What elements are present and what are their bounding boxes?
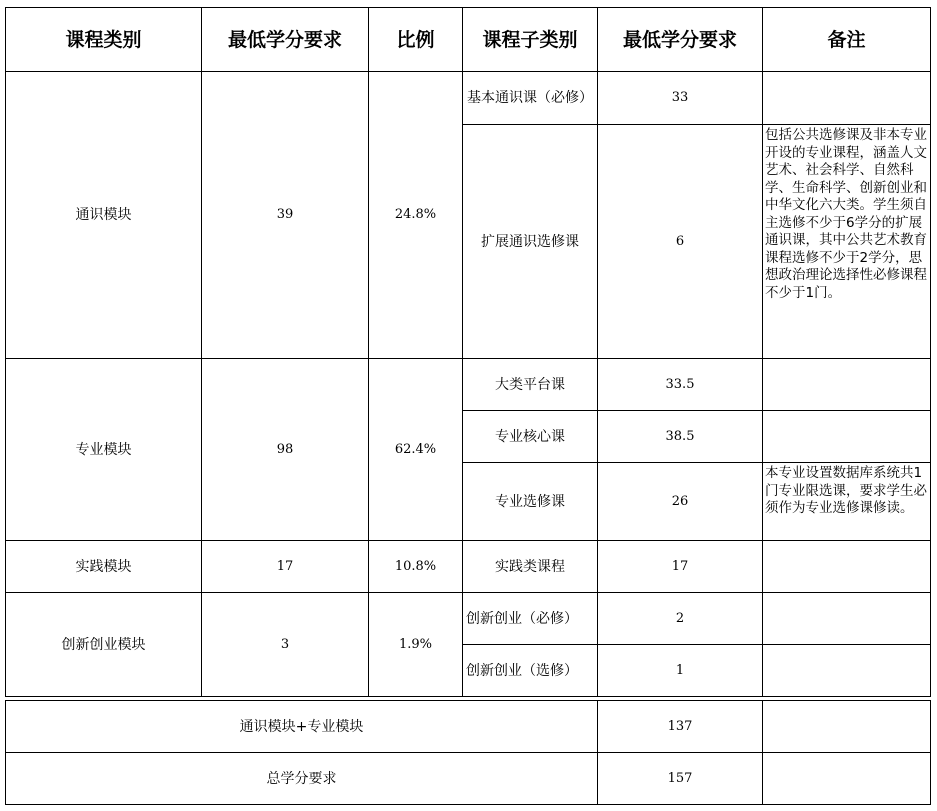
module-credits: 17 (202, 541, 369, 593)
module-name: 专业模块 (6, 359, 202, 541)
sub-category-credits: 17 (598, 541, 763, 593)
sub-category-name: 专业选修课 (463, 463, 598, 541)
sub-category-credits: 2 (598, 593, 763, 645)
table-row (6, 72, 931, 125)
module-credits: 98 (202, 359, 369, 541)
credit-summary-table (5, 700, 931, 805)
header-sub-category: 课程子类别 (463, 8, 598, 72)
sub-category-name: 实践类课程 (463, 541, 598, 593)
sub-category-name: 创新创业（选修） (463, 645, 598, 697)
module-name: 实践模块 (6, 541, 202, 593)
module-ratio: 1.9% (369, 593, 463, 697)
header-notes: 备注 (763, 8, 931, 72)
sub-category-name: 扩展通识选修课 (463, 125, 598, 359)
summary-label: 通识模块+专业模块 (6, 701, 598, 753)
module-credits: 39 (202, 72, 369, 359)
summary-label: 总学分要求 (6, 753, 598, 805)
sub-category-credits: 33.5 (598, 359, 763, 411)
sub-category-credits: 6 (598, 125, 763, 359)
sub-category-note (763, 645, 931, 697)
table-row (6, 701, 931, 753)
header-ratio: 比例 (369, 8, 463, 72)
summary-note (763, 701, 931, 753)
module-ratio: 10.8% (369, 541, 463, 593)
table-row (6, 753, 931, 805)
sub-category-credits: 33 (598, 72, 763, 125)
sub-category-note (763, 72, 931, 125)
sub-category-name: 创新创业（必修） (463, 593, 598, 645)
module-ratio: 24.8% (369, 72, 463, 359)
module-credits: 3 (202, 593, 369, 697)
header-row (6, 8, 931, 72)
sub-category-credits: 38.5 (598, 411, 763, 463)
module-name: 通识模块 (6, 72, 202, 359)
sub-category-note (763, 359, 931, 411)
table-row (6, 359, 931, 411)
table-row (6, 593, 931, 645)
summary-credits: 137 (598, 701, 763, 753)
summary-credits: 157 (598, 753, 763, 805)
summary-note (763, 753, 931, 805)
sub-category-note: 包括公共选修课及非本专业开设的专业课程，涵盖人文艺术、社会科学、自然科学、生命科学、创新创业和中华文化六大类。学生须自主选修不少于6学分的扩展通识课，其中公共艺术教育课程选修不少于2学分，思想政治理论选择性必修课程不少于1门。 (763, 125, 931, 359)
sub-category-credits: 1 (598, 645, 763, 697)
sub-category-name: 专业核心课 (463, 411, 598, 463)
module-name: 创新创业模块 (6, 593, 202, 697)
credit-requirements-table (5, 7, 931, 697)
sub-category-note (763, 541, 931, 593)
sub-category-name: 基本通识课（必修） (463, 72, 598, 125)
sub-category-note (763, 593, 931, 645)
header-course-category: 课程类别 (6, 8, 202, 72)
sub-category-note (763, 411, 931, 463)
sub-category-name: 大类平台课 (463, 359, 598, 411)
header-sub-min-credits: 最低学分要求 (598, 8, 763, 72)
sub-category-credits: 26 (598, 463, 763, 541)
header-min-credits: 最低学分要求 (202, 8, 369, 72)
table-row (6, 541, 931, 593)
module-ratio: 62.4% (369, 359, 463, 541)
sub-category-note: 本专业设置数据库系统共1门专业限选课，要求学生必须作为专业选修课修读。 (763, 463, 931, 541)
